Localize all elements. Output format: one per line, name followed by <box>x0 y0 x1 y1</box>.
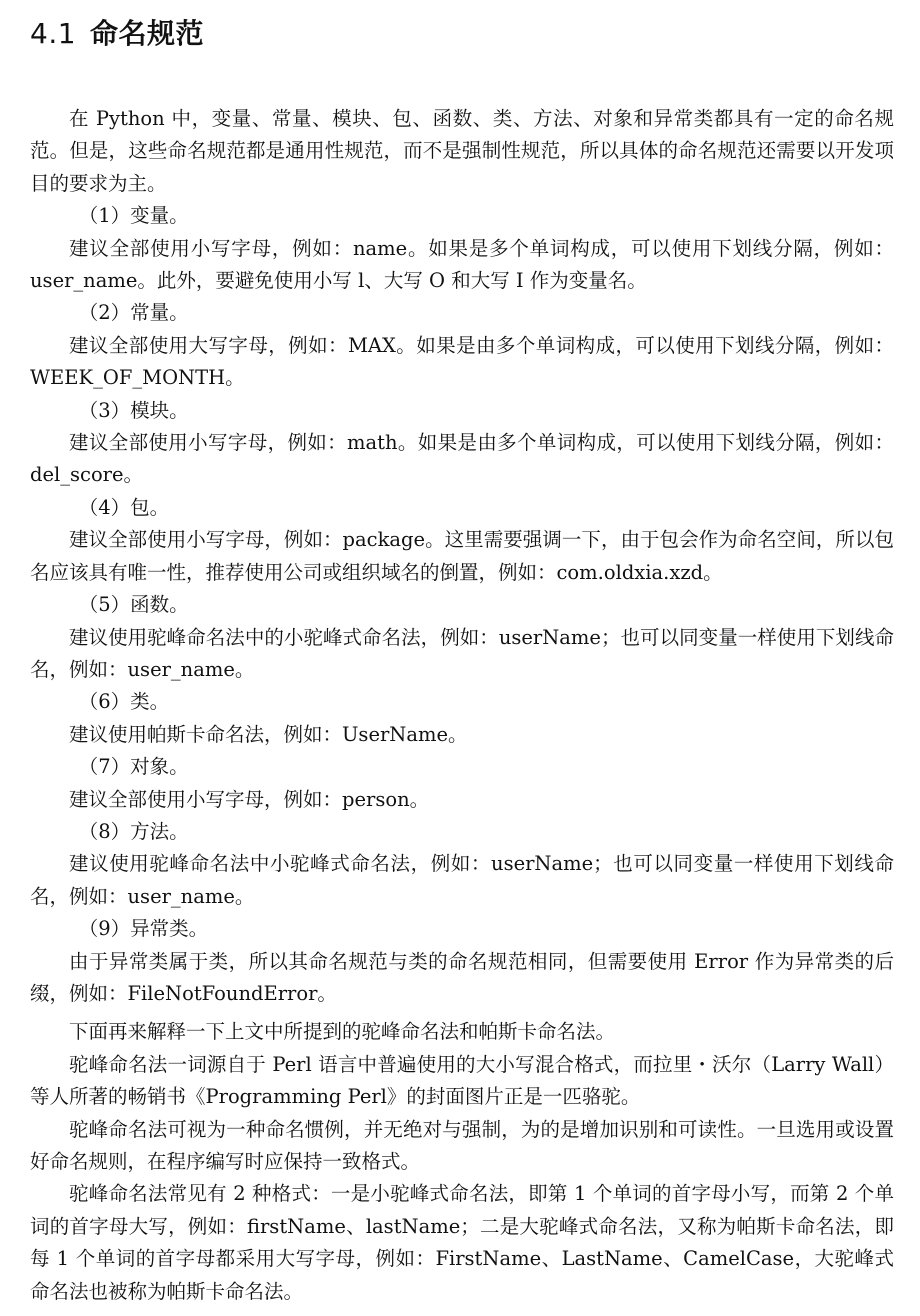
list-item-heading: （7）对象。 <box>78 755 189 779</box>
section-heading <box>30 14 894 54</box>
section-number: 4.1 <box>30 17 77 50</box>
list-item-heading: （3）模块。 <box>78 398 189 422</box>
list-item-heading: （9）异常类。 <box>78 917 209 941</box>
paragraph: 建议使用驼峰命名法中的小驼峰式命名法，例如：userName；也可以同变量一样使用下划线命名，例如：user_name。 <box>30 625 894 681</box>
paragraph: 建议全部使用小写字母，例如：package。这里需要强调一下，由于包会作为命名空间，所以包名应该具有唯一性，推荐使用公司或组织域名的倒置，例如：com.oldxia.xzd。 <box>30 528 894 584</box>
paragraph: 在 Python 中，变量、常量、模块、包、函数、类、方法、对象和异常类都具有一定的命名规范。但是，这些命名规范都是通用性规范，而不是强制性规范，所以具体的命名规范还需要以开发项目的要求为主。 <box>30 107 894 195</box>
paragraph: 驼峰命名法可视为一种命名惯例，并无绝对与强制，为的是增加识别和可读性。一旦选用或设置好命名规则，在程序编写时应保持一致格式。 <box>30 1117 894 1173</box>
list-item-heading: （5）函数。 <box>78 593 189 617</box>
paragraph: 驼峰命名法一词源自于 Perl 语言中普遍使用的大小写混合格式，而拉里・沃尔（Larry Wall）等人所著的畅销书《Programming Perl》的封面图片正是一匹骆驼。 <box>30 1052 894 1109</box>
paragraph: 建议全部使用小写字母，例如：name。如果是多个单词构成，可以使用下划线分隔，例如：user_name。此外，要避免使用小写 l、大写 O 和大写 I 作为变量名。 <box>30 236 894 293</box>
paragraph: 下面再来解释一下上文中所提到的驼峰命名法和帕斯卡命名法。 <box>69 1020 616 1044</box>
paragraph: 建议全部使用大写字母，例如：MAX。如果是由多个单词构成，可以使用下划线分隔，例如：WEEK_OF_MONTH。 <box>30 333 894 390</box>
paragraph: 建议全部使用小写字母，例如：math。如果是由多个单词构成，可以使用下划线分隔，例如：del_score。 <box>30 431 894 487</box>
paragraph: 建议使用帕斯卡命名法，例如：UserName。 <box>69 722 468 746</box>
list-item-heading: （1）变量。 <box>78 204 189 228</box>
paragraph: 建议全部使用小写字母，例如：person。 <box>69 787 430 811</box>
paragraph: 建议使用驼峰命名法中小驼峰式命名法，例如：userName；也可以同变量一样使用下划线命名，例如：user_name。 <box>30 852 894 908</box>
list-item-heading: （6）类。 <box>78 690 170 714</box>
body-text <box>30 103 894 1308</box>
paragraph: 由于异常类属于类，所以其命名规范与类的命名规范相同，但需要使用 Error 作为异常类的后缀，例如：FileNotFoundError。 <box>30 949 894 1005</box>
list-item-heading: （2）常量。 <box>78 301 189 325</box>
section-title: 命名规范 <box>90 17 205 50</box>
paragraph: 驼峰命名法常见有 2 种格式：一是小驼峰式命名法，即第 1 个单词的首字母小写，而第 2 个单词的首字母大写，例如：firstName、lastName；二是大驼峰式命名法，又称为帕斯卡命名法，即每 1 个单词的首字母都采用大写字母，例如：FirstName、LastName、CamelCase，大驼峰式命名法也被称为帕斯卡命名法。 <box>30 1182 894 1303</box>
list-item-heading: （8）方法。 <box>78 819 189 843</box>
list-item-heading: （4）包。 <box>78 495 170 519</box>
